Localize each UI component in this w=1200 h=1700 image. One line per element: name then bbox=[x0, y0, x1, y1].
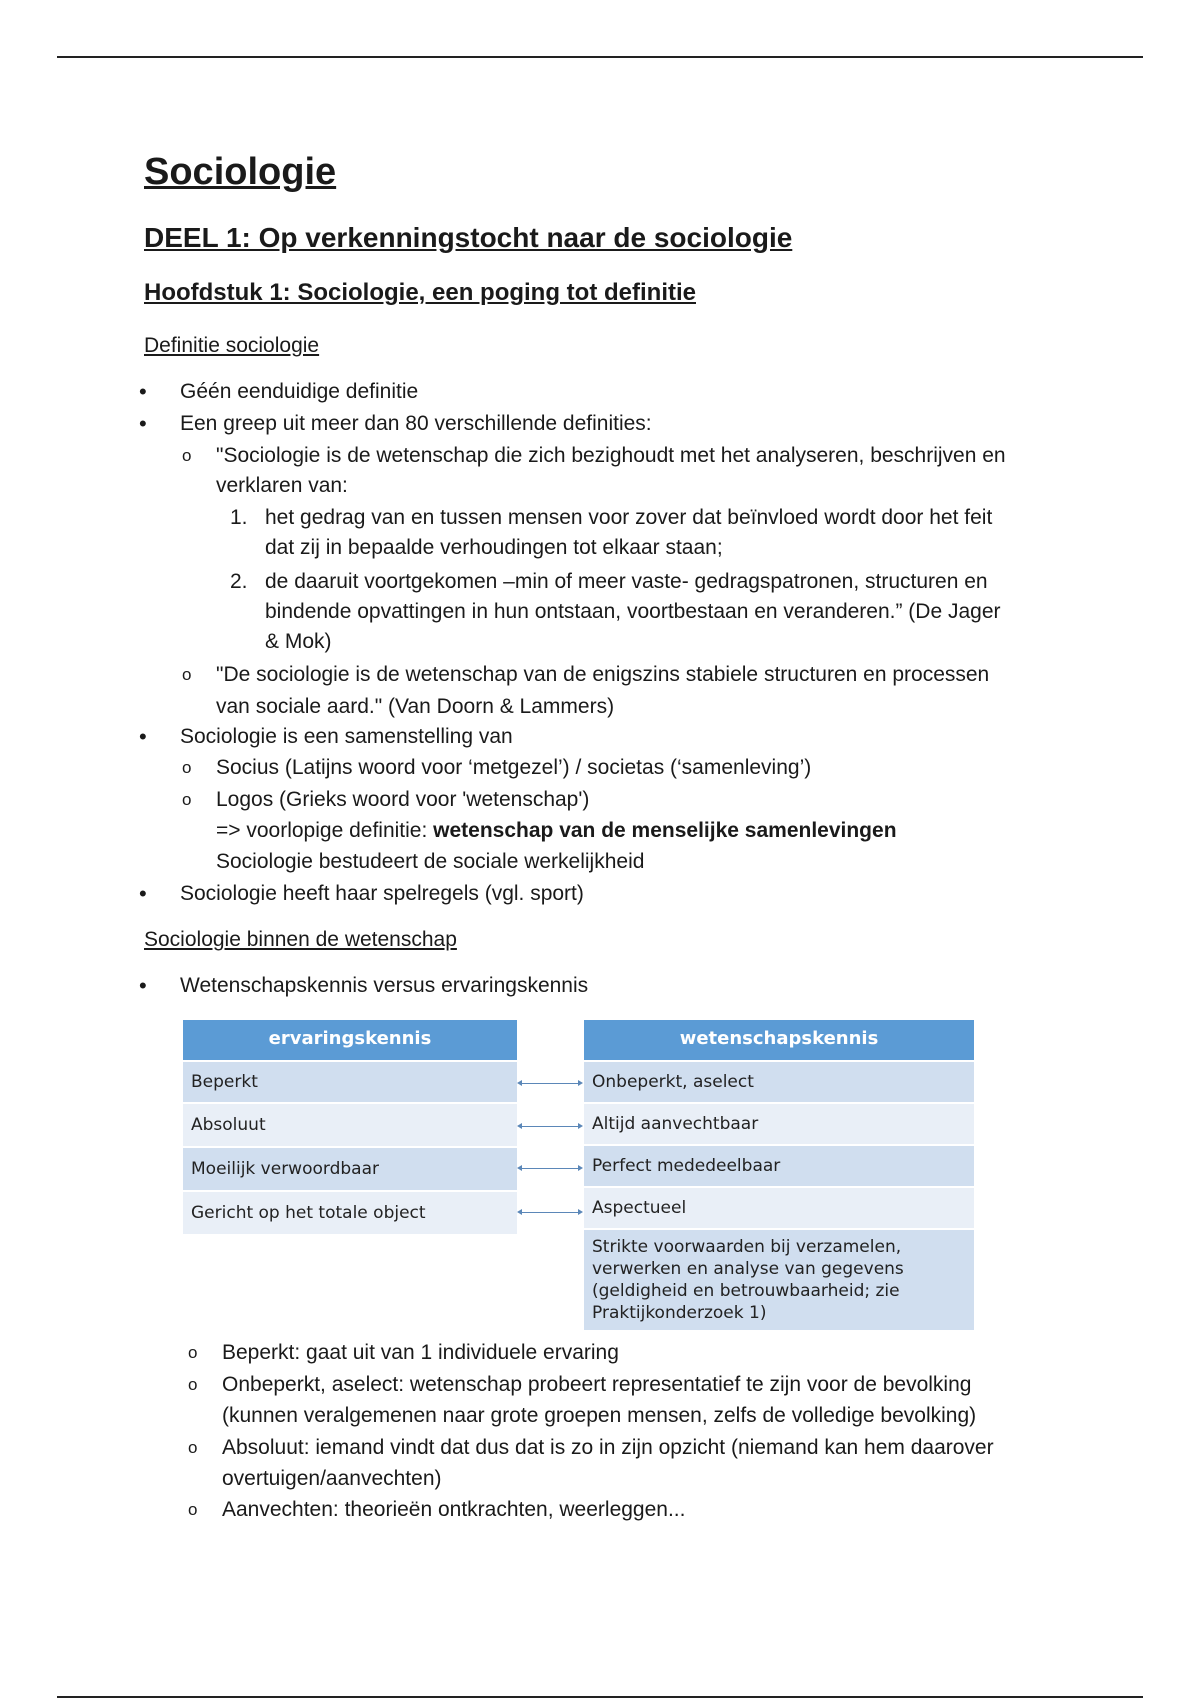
circle-bullet-icon: o bbox=[188, 1500, 198, 1519]
circle-bullet-icon: o bbox=[188, 1438, 198, 1457]
table-cell-line: verwerken en analyse van gegevens bbox=[592, 1259, 904, 1279]
bullet-icon: • bbox=[139, 881, 147, 906]
numbered-item-line: bindende opvattingen in hun ontstaan, voortbestaan en veranderen.” (De Jager bbox=[265, 600, 1001, 623]
table-cell-right: Onbeperkt, aselect bbox=[584, 1062, 974, 1102]
list-item: Sociologie heeft haar spelregels (vgl. sport) bbox=[180, 882, 584, 905]
table-cell-right-extra bbox=[584, 1230, 974, 1330]
header-rule bbox=[57, 56, 1143, 58]
sub-list-item: Logos (Grieks woord voor 'wetenschap') bbox=[216, 788, 590, 811]
bullet-icon: • bbox=[139, 724, 147, 749]
numbered-item-line: & Mok) bbox=[265, 630, 332, 653]
circle-bullet-icon: o bbox=[182, 665, 192, 684]
definition-line bbox=[216, 816, 897, 846]
list-item: Een greep uit meer dan 80 verschillende definities: bbox=[180, 412, 652, 435]
table-cell-right: Altijd aanvechtbaar bbox=[584, 1104, 974, 1144]
comparison-table bbox=[183, 1020, 979, 1340]
table-cell-line: Strikte voorwaarden bij verzamelen, bbox=[592, 1237, 902, 1257]
definition-prefix: => voorlopige definitie: bbox=[216, 819, 434, 842]
quote-line: van sociale aard." (Van Doorn & Lammers) bbox=[216, 695, 615, 718]
right-column-header: wetenschapskennis bbox=[584, 1020, 974, 1060]
section-heading-definitie: Definitie sociologie bbox=[144, 334, 320, 357]
sub-list-item: Onbeperkt, aselect: wetenschap probeert representatief te zijn voor de bevolking bbox=[222, 1373, 972, 1396]
table-cell-left: Absoluut bbox=[183, 1104, 517, 1146]
circle-bullet-icon: o bbox=[188, 1375, 198, 1394]
quote-line: "De sociologie is de wetenschap van de enigszins stabiele structuren en processen bbox=[216, 663, 990, 686]
double-arrow-icon bbox=[519, 1168, 581, 1169]
sub-list-item: Aanvechten: theorieën ontkrachten, weerleggen... bbox=[222, 1498, 686, 1521]
bullet-icon: • bbox=[139, 411, 147, 436]
left-column-header: ervaringskennis bbox=[183, 1020, 517, 1060]
circle-bullet-icon: o bbox=[182, 758, 192, 777]
sub-list-item: Socius (Latijns woord voor ‘metgezel’) / societas (‘samenleving’) bbox=[216, 756, 812, 779]
bullet-icon: • bbox=[139, 379, 147, 404]
table-cell-left: Beperkt bbox=[183, 1062, 517, 1102]
table-cell-right: Perfect mededeelbaar bbox=[584, 1146, 974, 1186]
table-cell-line: (geldigheid en betrouwbaarheid; zie bbox=[592, 1281, 900, 1301]
table-cell-line: Praktijkonderzoek 1) bbox=[592, 1303, 767, 1323]
double-arrow-icon bbox=[519, 1212, 581, 1213]
double-arrow-icon bbox=[519, 1126, 581, 1127]
quote-line: "Sociologie is de wetenschap die zich bezighoudt met het analyseren, beschrijven en bbox=[216, 444, 1006, 467]
document-title: Sociologie bbox=[144, 151, 337, 193]
quote-line: verklaren van: bbox=[216, 474, 348, 497]
section-heading-wetenschap: Sociologie binnen de wetenschap bbox=[144, 928, 457, 951]
sub-list-item: Beperkt: gaat uit van 1 individuele ervaring bbox=[222, 1341, 619, 1364]
table-cell-left: Moeilijk verwoordbaar bbox=[183, 1148, 517, 1190]
circle-bullet-icon: o bbox=[182, 790, 192, 809]
numbered-item-line: de daaruit voortgekomen –min of meer vaste- gedragspatronen, structuren en bbox=[265, 570, 988, 593]
list-number: 1. bbox=[230, 506, 248, 529]
sub-list-line: (kunnen veralgemenen naar grote groepen mensen, zelfs de volledige bevolking) bbox=[222, 1404, 977, 1427]
definition-bold: wetenschap van de menselijke samenlevingen bbox=[433, 819, 897, 842]
chapter-heading: Hoofdstuk 1: Sociologie, een poging tot definitie bbox=[144, 279, 696, 306]
table-cell-left: Gericht op het totale object bbox=[183, 1192, 517, 1234]
document-body bbox=[139, 145, 1074, 1521]
list-item: Géén eenduidige definitie bbox=[180, 380, 419, 403]
footer-rule bbox=[57, 1696, 1143, 1698]
list-item: Wetenschapskennis versus ervaringskennis bbox=[180, 974, 589, 997]
sub-list-item: Absoluut: iemand vindt dat dus dat is zo in zijn opzicht (niemand kan hem daarover bbox=[222, 1436, 994, 1459]
circle-bullet-icon: o bbox=[182, 446, 192, 465]
part-heading: DEEL 1: Op verkenningstocht naar de sociologie bbox=[144, 222, 793, 253]
sub-list-line: overtuigen/aanvechten) bbox=[222, 1467, 442, 1490]
circle-bullet-icon: o bbox=[188, 1343, 198, 1362]
numbered-item-line: het gedrag van en tussen mensen voor zover dat beïnvloed wordt door het feit bbox=[265, 506, 993, 529]
list-item: Sociologie is een samenstelling van bbox=[180, 725, 513, 748]
bullet-icon: • bbox=[139, 973, 147, 998]
table-cell-right: Aspectueel bbox=[584, 1188, 974, 1228]
double-arrow-icon bbox=[519, 1083, 581, 1084]
sub-list-line: Sociologie bestudeert de sociale werkelijkheid bbox=[216, 850, 645, 873]
numbered-item-line: dat zij in bepaalde verhoudingen tot elkaar staan; bbox=[265, 536, 723, 559]
list-number: 2. bbox=[230, 570, 248, 593]
